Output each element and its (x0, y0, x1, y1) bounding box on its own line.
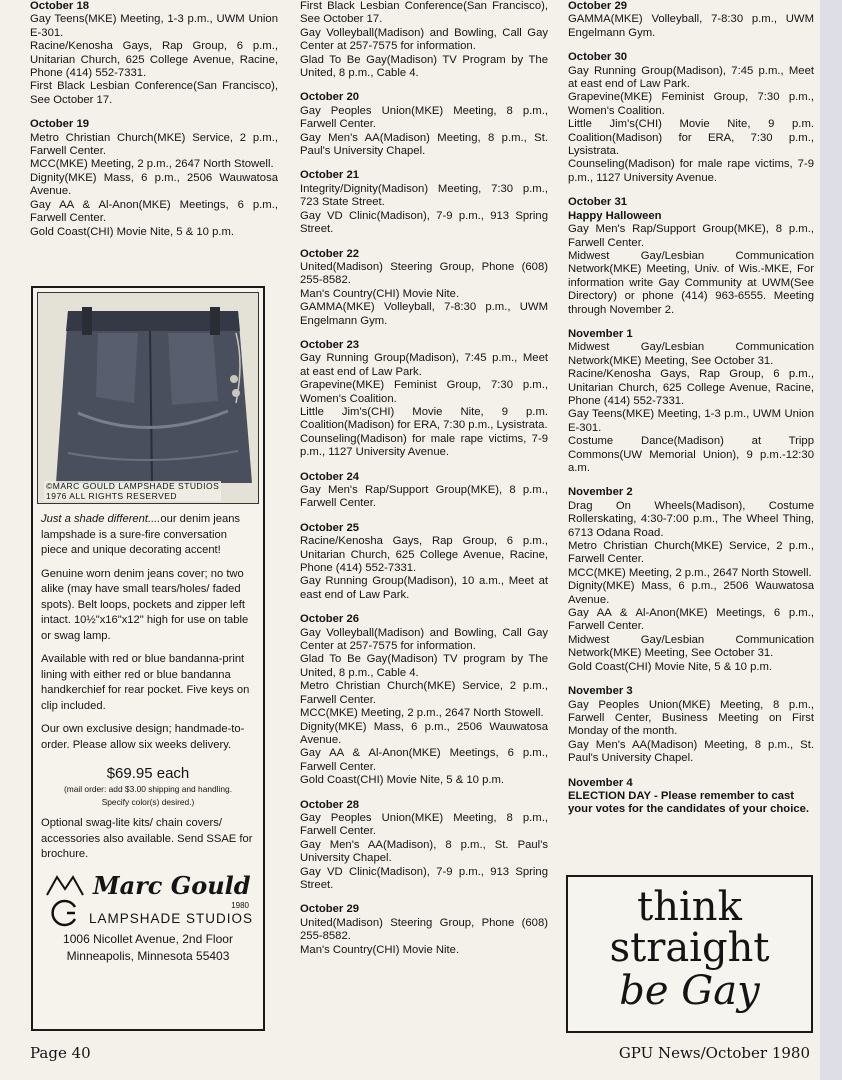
event-item: Racine/Kenosha Gays, Rap Group, 6 p.m., Unitarian Church, 625 College Avenue, Racine, Phone (414) 552-7331. (568, 368, 814, 407)
page-edge (820, 0, 842, 1080)
entry-date: October 29 (300, 903, 360, 916)
lamp-logo-icon (43, 873, 87, 927)
election-day-note: ELECTION DAY - Please remember to cast your votes for the candidates of your choice. (568, 789, 810, 816)
ad-address (41, 931, 255, 965)
entry-date: October 23 (300, 338, 360, 351)
event-item: Gay Men's AA(Madison) Meeting, 8 p.m., St. Paul's University Chapel. (568, 738, 814, 765)
event-item: Little Jim's(CHI) Movie Nite, 9 p.m. Coalition(Madison) for ERA, 7:30 p.m., Lysistrata. (300, 405, 548, 432)
calendar-entry (30, 118, 278, 239)
event-item: United(Madison) Steering Group, Phone (608) 255-8582. (300, 260, 548, 287)
event-item: Costume Dance(Madison) at Tripp Commons(UW Memorial Union), 9 p.m.-12:30 a.m. (568, 435, 814, 474)
event-item: Grapevine(MKE) Feminist Group, 7:30 p.m., Women's Coalition. (300, 379, 548, 405)
calendar-entry (568, 328, 814, 475)
photo-credit-line1: ©MARC GOULD LAMPSHADE STUDIOS (46, 481, 220, 491)
event-item: Gay Volleyball(Madison) and Bowling, Call Gay Center at 257-7575 for information. (300, 26, 548, 53)
entry-date: October 26 (300, 613, 360, 626)
event-item: Gay Peoples Union(MKE) Meeting, 8 p.m., Farwell Center. (300, 104, 548, 131)
event-item: GAMMA(MKE) Volleyball, 7-8:30 p.m., UWM Engelmann Gym. (568, 13, 814, 39)
calendar-entry (300, 169, 548, 236)
entry-date: November 2 (568, 486, 633, 499)
think-straight-be-gay-box (566, 875, 813, 1033)
event-item: MCC(MKE) Meeting, 2 p.m., 2647 North Stowell. (568, 566, 812, 579)
event-item: Gold Coast(CHI) Movie Nite, 5 & 10 p.m. (30, 225, 235, 238)
event-item: Metro Christian Church(MKE) Service, 2 p.m., Farwell Center. (568, 540, 814, 566)
ad-paragraph-lead (41, 512, 255, 559)
event-item: Counseling(Madison) for male rape victims, 7-9 p.m., 1127 University Avenue. (568, 158, 814, 184)
event-item: Dignity(MKE) Mass, 6 p.m., 2506 Wauwatosa Avenue. (568, 580, 814, 606)
event-item: Gold Coast(CHI) Movie Nite, 5 & 10 p.m. (300, 774, 505, 787)
ad-price: $69.95 each (106, 765, 190, 782)
entry-date: October 29 (568, 0, 628, 12)
event-item: Little Jim's(CHI) Movie Nite, 9 p.m. Coalition(Madison) for ERA, 7:30 p.m., Lysistrata. (568, 118, 814, 158)
calendar-entry (30, 0, 278, 107)
page-number: Page 40 (30, 1044, 91, 1062)
event-item: Man's Country(CHI) Movie Nite. (300, 943, 460, 956)
event-item: Gay AA & Al-Anon(MKE) Meetings, 6 p.m., Farwell Center. (30, 198, 278, 225)
event-item: Racine/Kenosha Gays, Rap Group, 6 p.m., Unitarian Church, 625 College Avenue, Racine, Phone (414) 552-7331. (30, 40, 278, 80)
entry-date: October 24 (300, 470, 360, 483)
event-item: Gay Peoples Union(MKE) Meeting, 8 p.m., Farwell Center. (300, 811, 548, 838)
event-item: Midwest Gay/Lesbian Communication Network(MKE) Meeting, See October 31. (568, 633, 814, 660)
event-item: Gay AA & Al-Anon(MKE) Meetings, 6 p.m., Farwell Center. (568, 607, 814, 633)
calendar-entry (568, 196, 814, 317)
entry-date: October 31 (568, 196, 628, 209)
event-item: Midwest Gay/Lesbian Communication Network(MKE) Meeting, Univ. of Wis.-MKE, For information write Gay Community at UWM(See Directory) or phone (414) 963-6555. Meeting through November 2. (568, 249, 814, 316)
calendar-column-3 (568, 0, 814, 828)
event-item: MCC(MKE) Meeting, 2 p.m., 2647 North Stowell. (30, 158, 274, 171)
entry-date: October 21 (300, 169, 360, 182)
event-item: Gay Peoples Union(MKE) Meeting, 8 p.m., Farwell Center, Business Meeting on First Monday of the month. (568, 698, 814, 738)
event-item: Gay Running Group(Madison), 7:45 p.m., Meet at east end of Law Park. (568, 64, 814, 91)
event-item: Racine/Kenosha Gays, Rap Group, 6 p.m., Unitarian Church, 625 College Avenue, Racine, Phone (414) 552-7331. (300, 535, 548, 575)
ad-lead-text: our denim jeans lampshade is a sure-fire conversation piece and unique decorating accent! (41, 513, 241, 556)
calendar-entry (300, 0, 548, 80)
photo-credit-line2: 1976 ALL RIGHTS RESERVED (46, 491, 178, 501)
calendar-entry (300, 91, 548, 158)
entry-date: October 19 (30, 118, 90, 131)
event-item: Glad To Be Gay(Madison) TV Program by The United, 8 p.m., Cable 4. (300, 53, 548, 80)
ad-paragraph-options: Available with red or blue bandanna-print lining with either red or blue bandanna handkerchief for rear pocket. Five keys on clip included. (41, 653, 250, 712)
entry-date: October 28 (300, 798, 360, 811)
event-item: Gay Men's AA(Madison) Meeting, 8 p.m., St. Paul's University Chapel. (300, 131, 548, 158)
event-item: Gay Men's Rap/Support Group(MKE), 8 p.m., Farwell Center. (568, 223, 814, 249)
marc-gould-logo (41, 871, 255, 929)
calendar-entry (300, 799, 548, 893)
denim-jeans-lampshade-image (38, 293, 259, 503)
event-item: Gay VD Clinic(Madison), 7-9 p.m., 913 Spring Street. (300, 865, 548, 891)
entry-date: October 25 (300, 521, 360, 534)
publication-issue: GPU News/October 1980 (618, 1044, 810, 1062)
slogan-line-2: straight (609, 925, 770, 971)
event-item: Counseling(Madison) for male rape victims, 7-9 p.m., 1127 University Avenue. (300, 432, 548, 459)
event-item: GAMMA(MKE) Volleyball, 7-8:30 p.m., UWM Engelmann Gym. (300, 301, 548, 327)
entry-date: November 4 (568, 776, 633, 789)
slogan-line-1: think (637, 884, 742, 930)
slogan-line-3: be Gay (619, 968, 760, 1014)
event-item: Integrity/Dignity(Madison) Meeting, 7:30 p.m., 723 State Street. (300, 182, 548, 209)
event-item: Gay Running Group(Madison), 10 a.m., Meet at east end of Law Park. (300, 575, 548, 601)
denim-lampshade-photo (37, 292, 259, 504)
logo-studio: LAMPSHADE STUDIOS (89, 910, 254, 926)
calendar-entry (568, 486, 814, 674)
calendar-entry (568, 777, 814, 817)
event-item: Gay Teens(MKE) Meeting, 1-3 p.m., UWM Union E-301. (568, 408, 814, 434)
calendar-entry (568, 51, 814, 185)
ad-address-line2: Minneapolis, Minnesota 55403 (66, 948, 230, 963)
entry-date: October 20 (300, 91, 360, 104)
calendar-entry (300, 248, 548, 328)
calendar-entry (568, 685, 814, 765)
calendar-entry (300, 903, 548, 957)
ad-tagline: Just a shade different.... (41, 513, 161, 525)
ad-paragraph-delivery: Our own exclusive design; handmade-to-order. Please allow six weeks delivery. (41, 723, 245, 751)
calendar-entry (300, 613, 548, 787)
ad-address-line1: 1006 Nicollet Avenue, 2nd Floor (63, 931, 233, 946)
event-item: Glad To Be Gay(Madison) TV program by The United, 8 p.m., Cable 4. (300, 653, 548, 679)
ad-paragraph-description: Genuine worn denim jeans cover; no two alike (may have small tears/holes/ faded spots). Belt loops, pockets and zipper left intact. 10½"x16"x12" high for use on table or swag lamp. (41, 567, 249, 642)
event-item: Metro Christian Church(MKE) Service, 2 p.m., Farwell Center. (30, 131, 278, 158)
event-item: Drag On Wheels(Madison), Costume Rollerskating, 4:30-7:00 p.m., The Wheel Thing, 6713 Odana Road. (568, 499, 814, 539)
event-item: Dignity(MKE) Mass, 6 p.m., 2506 Wauwatosa Avenue. (30, 171, 278, 198)
entry-date: October 22 (300, 247, 360, 260)
event-item: Gay Volleyball(Madison) and Bowling, Call Gay Center at 257-7575 for information. (300, 626, 548, 653)
calendar-entry (300, 522, 548, 602)
calendar-entry (568, 0, 814, 40)
ad-price-note-1: (mail order: add $3.00 shipping and handling. (63, 784, 233, 794)
entry-date: October 18 (30, 0, 90, 12)
entry-date: October 30 (568, 51, 628, 64)
logo-name: Marc Gould (93, 870, 251, 900)
event-item: Gold Coast(CHI) Movie Nite, 5 & 10 p.m. (568, 660, 773, 673)
event-item: MCC(MKE) Meeting, 2 p.m., 2647 North Stowell. (300, 707, 544, 720)
ad-price-note-2: Specify color(s) desired.) (101, 797, 195, 807)
event-item: Man's Country(CHI) Movie Nite. (300, 287, 460, 300)
event-item: Grapevine(MKE) Feminist Group, 7:30 p.m., Women's Coalition. (568, 91, 814, 117)
entry-date: November 1 (568, 327, 633, 340)
entry-subtitle: Happy Halloween (568, 209, 662, 222)
calendar-column-1 (30, 0, 278, 250)
event-item: Gay VD Clinic(Madison), 7-9 p.m., 913 Spring Street. (300, 209, 548, 236)
event-item: Gay AA & Al-Anon(MKE) Meetings, 6 p.m., Farwell Center. (300, 747, 548, 773)
entry-date: November 3 (568, 685, 633, 698)
event-item: First Black Lesbian Conference(San Francisco), See October 17. (30, 80, 278, 106)
event-item: United(Madison) Steering Group, Phone (608) 255-8582. (300, 916, 548, 943)
event-item: Gay Men's Rap/Support Group(MKE), 8 p.m., Farwell Center. (300, 484, 548, 510)
event-item: Midwest Gay/Lesbian Communication Network(MKE) Meeting, See October 31. (568, 341, 814, 367)
lampshade-advertisement (31, 286, 265, 1031)
event-item: Metro Christian Church(MKE) Service, 2 p.m., Farwell Center. (300, 680, 548, 706)
event-item: Gay Teens(MKE) Meeting, 1-3 p.m., UWM Union E-301. (30, 13, 278, 39)
event-item: First Black Lesbian Conference(San Francisco), See October 17. (300, 0, 548, 26)
event-item: Dignity(MKE) Mass, 6 p.m., 2506 Wauwatosa Avenue. (300, 720, 548, 746)
calendar-entry (300, 471, 548, 511)
event-item: Gay Running Group(Madison), 7:45 p.m., Meet at east end of Law Park. (300, 352, 548, 378)
calendar-entry (300, 339, 548, 460)
event-item: Gay Men's AA(Madison), 8 p.m., St. Paul's University Chapel. (300, 838, 548, 865)
ad-paragraph-accessories: Optional swag-lite kits/ chain covers/ accessories also available. Send SSAE for brochure. (41, 817, 253, 860)
logo-year: 1980 (231, 900, 249, 910)
calendar-column-2 (300, 0, 548, 968)
